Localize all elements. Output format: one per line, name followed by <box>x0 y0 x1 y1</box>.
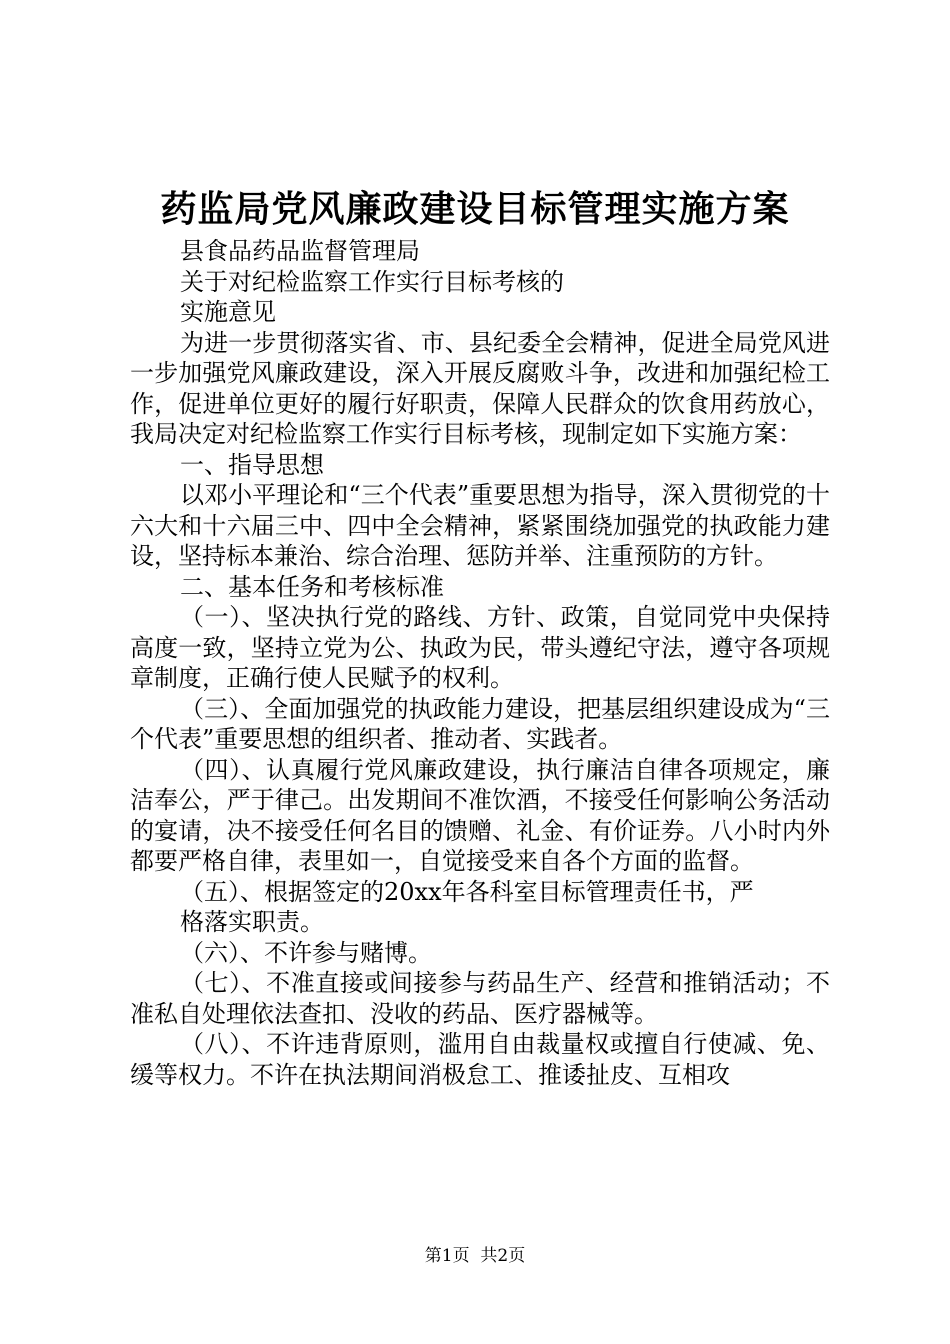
paragraph: （四）、认真履行党风廉政建设，执行廉洁自律各项规定，廉洁奉公，严于律己。出发期间不准饮酒，不接受任何影响公务活动的宴请，决不接受任何名目的馈赠、礼金、有价证券。八小时内外都要严格自律，表里如一，自觉接受来自各个方面的监督。 <box>130 755 830 875</box>
paragraph: （八）、不许违背原则，滥用自由裁量权或擅自行使减、免、缓等权力。不许在执法期间消极怠工、推诿扯皮、互相攻 <box>130 1030 830 1089</box>
document-body <box>130 236 830 1090</box>
paragraph: 县食品药品监督管理局 <box>180 237 420 265</box>
footer-spacer <box>470 1246 481 1266</box>
section-heading: 一、指导思想 <box>180 450 324 479</box>
section-heading: 二、基本任务和考核标准 <box>180 572 444 601</box>
paragraph: （七）、不准直接或间接参与药品生产、经营和推销活动；不准私自处理依法查扣、没收的药品、医疗器械等。 <box>130 969 830 1028</box>
paragraph: 关于对纪检监察工作实行目标考核的 <box>180 267 564 296</box>
paragraph: 为进一步贯彻落实省、市、县纪委全会精神，促进全局党风进一步加强党风廉政建设，深入开展反腐败斗争，改进和加强纪检工作，促进单位更好的履行好职责，保障人民群众的饮食用药放心，我局决定对纪检监察工作实行目标考核，现制定如下实施方案： <box>130 328 830 448</box>
paragraph: （一）、坚决执行党的路线、方针、政策，自觉同党中央保持高度一致，坚持立党为公、执政为民，带头遵纪守法，遵守各项规章制度，正确行使人民赋予的权利。 <box>130 603 830 692</box>
page-total: 共2页 <box>480 1246 526 1266</box>
paragraph: 以邓小平理论和“三个代表”重要思想为指导，深入贯彻党的十六大和十六届三中、四中全会精神，紧紧围绕加强党的执政能力建设，坚持标本兼治、综合治理、惩防并举、注重预防的方针。 <box>130 481 830 570</box>
paragraph: （六）、不许参与赌博。 <box>180 938 432 967</box>
paragraph: 格落实职责。 <box>180 908 324 936</box>
paragraph: （三）、全面加强党的执政能力建设，把基层组织建设成为“三个代表”重要思想的组织者、推动者、实践者。 <box>130 694 830 753</box>
paragraph: 实施意见 <box>180 298 276 326</box>
paragraph: （五）、根据签定的20xx年各科室目标管理责任书，严 <box>180 877 754 906</box>
page-number: 第1页 <box>424 1246 470 1266</box>
document-title: 药监局党风廉政建设目标管理实施方案 <box>160 188 790 230</box>
page-footer <box>0 1244 950 1268</box>
